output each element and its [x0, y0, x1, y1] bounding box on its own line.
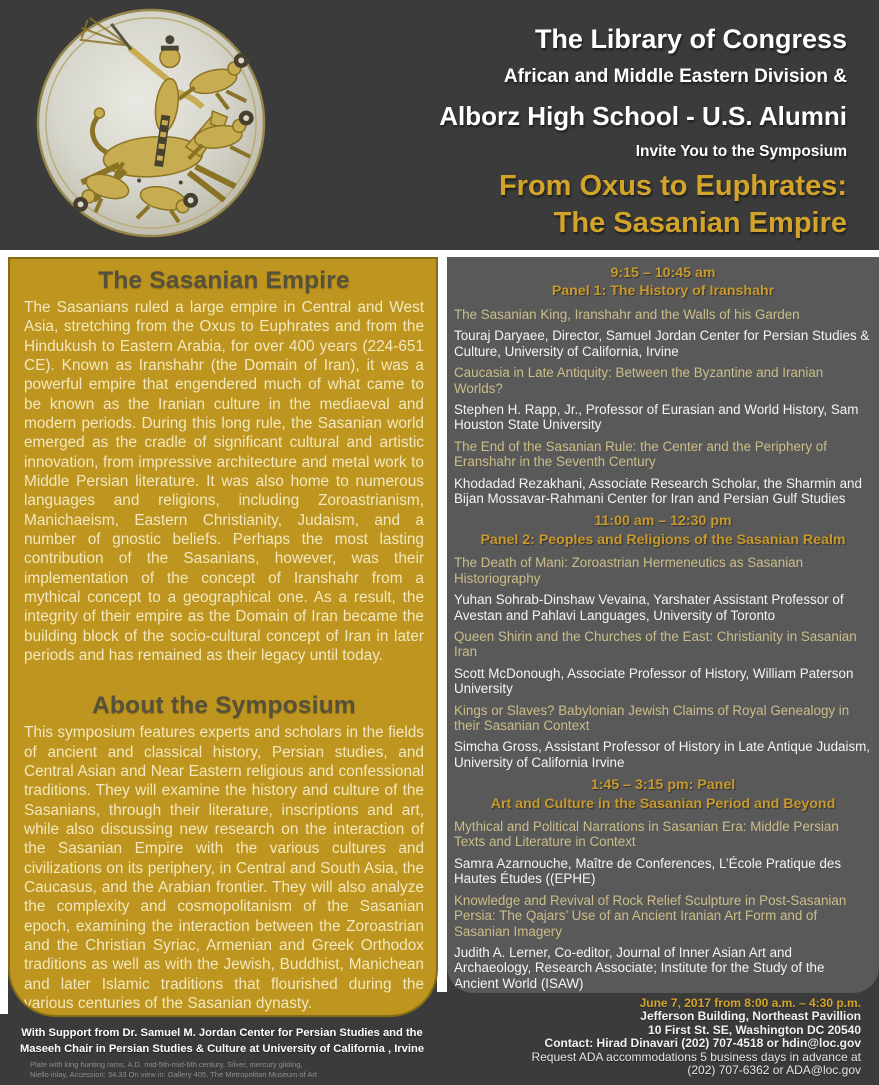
- schedule-panel: [447, 257, 879, 993]
- event-address: 10 First St. SE, Washington DC 20540: [648, 1022, 861, 1037]
- support-line-1: With Support from Dr. Samuel M. Jordan Center for Persian Studies and the: [21, 1027, 423, 1039]
- session-1-time: 9:15 – 10:45 am: [610, 265, 716, 281]
- division-title: African and Middle Eastern Division &: [503, 66, 847, 87]
- speaker-line: Khodadad Rezakhani, Associate Research Scholar, the Sharmin and Bijan Mossavar-Rahmani Center for Iran and Persian Gulf Studies: [454, 475, 862, 506]
- left-column: [8, 257, 438, 1017]
- ada-note-line2: (202) 707-6362 or ADA@loc.gov: [687, 1063, 861, 1078]
- session-2-header: [454, 512, 872, 549]
- paper-title: The Sasanian King, Iranshahr and the Walls of his Garden: [454, 306, 800, 322]
- event-date: June 7, 2017 from 8:00 a.m. – 4:30 p.m.: [639, 996, 861, 1010]
- header: [439, 24, 847, 242]
- school-title: Alborz High School - U.S. Alumni: [439, 101, 847, 131]
- speaker-line: Samra Azarnouche, Maître de Conferences, L’École Pratique des Hautes Études ((EPHE): [454, 855, 842, 887]
- event-venue: Jefferson Building, Northeast Pavillion: [640, 1009, 861, 1024]
- session-3-title: Art and Culture in the Sasanian Period and Beyond: [490, 795, 836, 812]
- paper-title: Caucasia in Late Antiquity: Between the Byzantine and Iranian Worlds?: [454, 365, 824, 396]
- event-details: [341, 997, 861, 1078]
- ada-note-line1: Request ADA accommodations 5 business days in advance at: [531, 1049, 861, 1064]
- session-1-header: [454, 264, 872, 301]
- invite-line: Invite You to the Symposium: [635, 143, 847, 160]
- org-title: The Library of Congress: [534, 24, 847, 54]
- section-heading-about: About the Symposium: [92, 692, 356, 720]
- paper-title: Queen Shirin and the Churches of the East: Christianity in Sasanian Iran: [454, 628, 857, 660]
- event-contact: Contact: Hirad Dinavari (202) 707-4518 or hdin@loc.gov: [544, 1036, 861, 1051]
- speaker-line: Yuhan Sohrab-Dinshaw Vevaina, Yarshater Assistant Professor of Avestan and Pahlavi Languages, University of Toronto: [454, 592, 844, 623]
- paper-title: Knowledge and Revival of Rock Relief Sculpture in Post-Sasanian Persia: The Qajars’ Use of an Ancient Iranian Art Form and of Sasanian Imagery: [454, 892, 847, 939]
- speaker-line: Scott McDonough, Associate Professor of History, William Paterson University: [454, 665, 854, 697]
- speaker-line: Judith A. Lerner, Co-editor, Journal of Inner Asian Art and Archaeology, Research Associate; Institute for the Study of the Ancient World (ISAW): [454, 944, 825, 991]
- session-2-title: Panel 2: Peoples and Religions of the Sasanian Realm: [480, 531, 846, 548]
- session-2-time: 11:00 am – 12:30 pm: [594, 513, 732, 530]
- speaker-line: Simcha Gross, Assistant Professor of History in Late Antique Judaism, University of California Irvine: [454, 739, 871, 770]
- paper-title: Kings or Slaves? Babylonian Jewish Claims of Royal Genealogy in their Sasanian Context: [454, 702, 850, 733]
- paper-title: Mythical and Political Narrations in Sasanian Era: Middle Persian Texts and Literature in Context: [454, 819, 839, 850]
- speaker-line: Stephen H. Rapp, Jr., Professor of Eurasian and World History, Sam Houston State University: [454, 401, 859, 433]
- symposium-title-line1: From Oxus to Euphrates:: [498, 170, 847, 202]
- session-3-header: [454, 776, 872, 813]
- session-1-title: Panel 1: The History of Iranshahr: [551, 283, 775, 300]
- section-body-about: This symposium features experts and scholars in the fields of ancient and classical history, Persian studies, and Central Asian and Near Eastern religious and confessional traditions. They will examine the history and culture of the Sasanians, through their literature, inscriptions and art, while also discussing new research on the interaction of the Sasanian Empire with the various cultures and civilizations on its periphery, in Central and South Asia, the Caucasus, and the Arabian frontier. They will also analyze the complexity and cosmopolitanism of the Sasanian epoch, examining the interaction between the Zoroastrian and the Christian Syriac, Armenian and Greek Orthodox traditions as well as with the Jewish, Buddhist, Manichean and later Islamic traditions that flourished during the various centuries of the Sasanian dynasty.: [24, 724, 424, 1012]
- caption-line-2: Niello inlay, Accession: 34.33 On view in: Gallery 405, The Metropolitan Museum of Art: [30, 1070, 317, 1080]
- sasanian-plate-image: [30, 6, 272, 240]
- caption-line-1: Plate with king hunting rams, A.D. mid-5th-mid-6th century, Silver, mercury gilding,: [30, 1060, 303, 1069]
- section-heading-empire: The Sasanian Empire: [98, 267, 350, 294]
- paper-title: The Death of Mani: Zoroastrian Hermeneutics as Sasanian Historiography: [454, 555, 804, 586]
- speaker-line: Touraj Daryaee, Director, Samuel Jordan Center for Persian Studies & Culture, University of California, Irvine: [454, 328, 870, 359]
- session-3-time: 1:45 – 3:15 pm: Panel: [590, 777, 736, 794]
- section-body-empire: The Sasanians ruled a large empire in Central and West Asia, stretching from the Oxus to Euphrates and from the Hindukush to Eastern Arabia, for over 400 years (224-651 CE). Known as Iranshahr (the Domain of Iran), it was a powerful empire that engendered much of what came to be known as the Iranian culture in the mediaeval and modern periods. During this long rule, the Sasanian world emerged as the cradle of significant cultural and artistic innovation, from impressive architecture and metal work to Middle Persian literature. It was also home to numerous languages and religions, including Zoroastrianism, Manichaeism, Eastern Christianity, Judaism, and a number of gnostic beliefs. Perhaps the most lasting contribution of the Sasanians, however, was their implementation of the concept of Iranshahr from a mythical concept to a geographical one. As a result, the integrity of their empire as the Domain of Iran became the building block of the socio-cultural concept of Iran in later periods and has remained as their legacy until today.: [24, 299, 424, 664]
- paper-title: The End of the Sasanian Rule: the Center and the Periphery of Eranshahr in the Seventh Century: [454, 438, 827, 470]
- left-margin: [0, 250, 8, 1014]
- symposium-title-line2: The Sasanian Empire: [553, 206, 847, 239]
- support-line-2: Maseeh Chair in Persian Studies & Culture at University of California , Irvine: [19, 1042, 425, 1055]
- column-divider: [437, 250, 447, 992]
